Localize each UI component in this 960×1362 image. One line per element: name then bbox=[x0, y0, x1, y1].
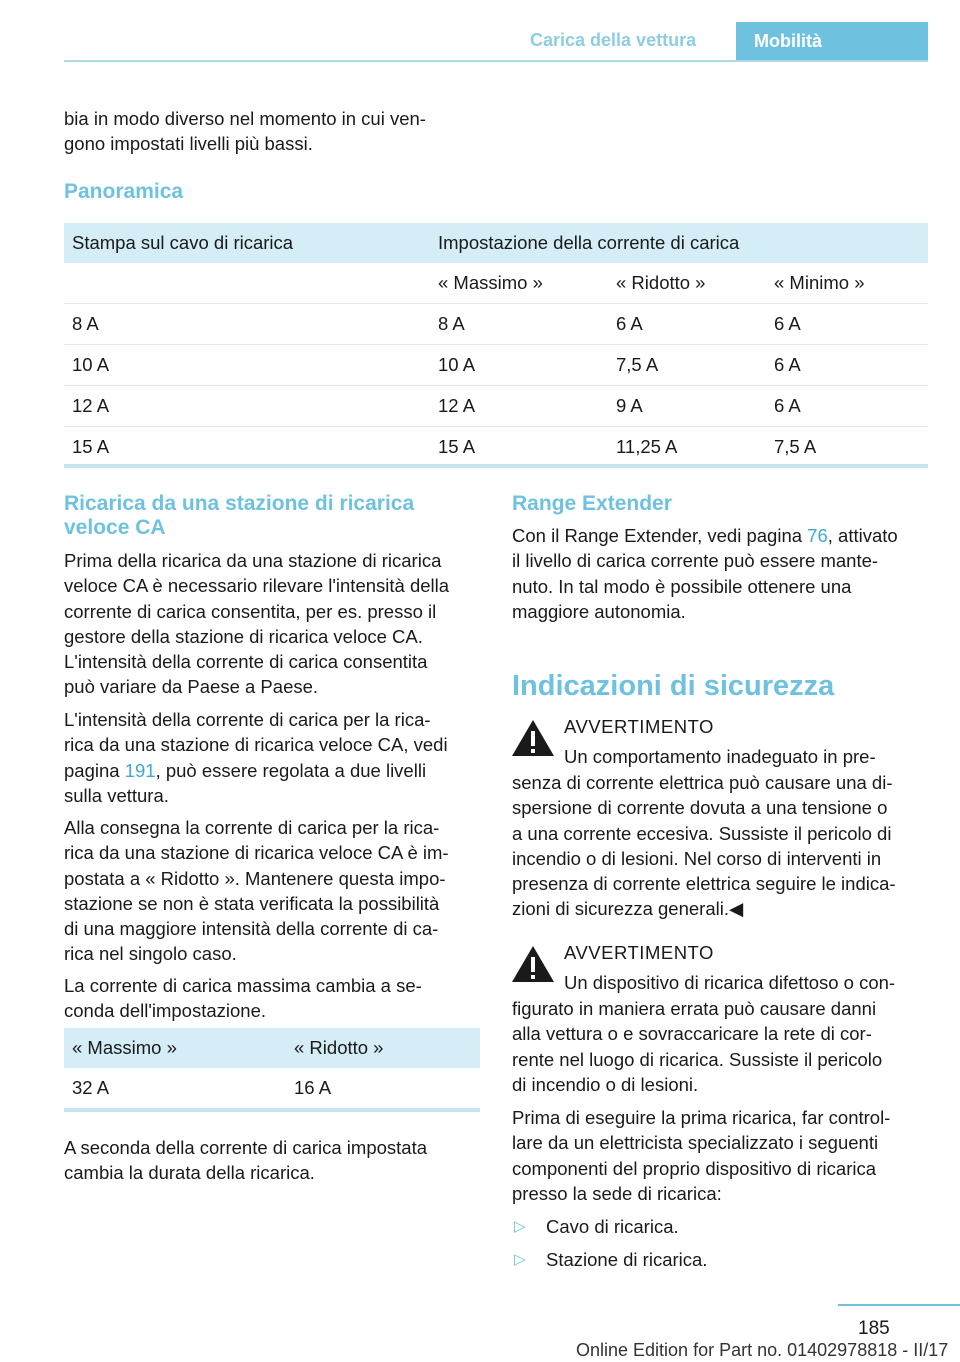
table-end-rule bbox=[64, 464, 928, 468]
header-ridotto: « Ridotto » bbox=[286, 1028, 480, 1068]
ricarica-paragraph-2: L'intensità della corrente di carica per la rica- rica da una stazione di ricarica veloce CA, vedi pagina 191, può essere regolata a due livelli sulla vettura. bbox=[64, 709, 448, 806]
table-cell: 7,5 A bbox=[608, 345, 766, 386]
table-cell: 16 A bbox=[294, 1077, 332, 1098]
warning-label: AVVERTIMENTO bbox=[564, 716, 714, 737]
subheader-minimo: « Minimo » bbox=[766, 263, 928, 304]
table-row bbox=[64, 345, 928, 386]
table-row bbox=[64, 427, 928, 468]
table-row bbox=[64, 386, 928, 427]
header-current-setting: Impostazione della corrente di carica bbox=[430, 223, 928, 263]
chapter-tab: Mobilità bbox=[736, 22, 928, 62]
overview-table bbox=[64, 223, 928, 467]
safety-heading: Indicazioni di sicurezza bbox=[512, 670, 835, 702]
range-extender-heading: Range Extender bbox=[512, 492, 672, 515]
table-cell: 7,5 A bbox=[774, 436, 817, 457]
table-cell: 6 A bbox=[766, 345, 928, 386]
table-header-row bbox=[64, 223, 928, 263]
table-row bbox=[64, 1068, 480, 1108]
ricarica-heading: Ricarica da una stazione di ricarica veloce CA bbox=[64, 492, 415, 539]
warning-2-first-line: Un dispositivo di ricarica difettoso o con- bbox=[564, 972, 896, 993]
table-cell: 6 A bbox=[766, 386, 928, 427]
table-cell: 6 A bbox=[608, 304, 766, 345]
table-cell: 6 A bbox=[766, 304, 928, 345]
warning-1-text: senza di corrente elettrica può causare una di- spersione di corrente dovuta a una tensione o a una corrente eccesiva. Sussiste il pericolo di incendio o di lesioni. Nel corso di interventi in presenza di corrente elettrica seguire le indica- zioni di sicurezza generali.◀ bbox=[512, 772, 896, 920]
warning-label: AVVERTIMENTO bbox=[564, 942, 714, 963]
bullet-arrow-icon: ▷ bbox=[514, 1218, 526, 1235]
warning-1-first-line: Un comportamento inadeguato in pre- bbox=[564, 746, 876, 767]
page-number: 185 bbox=[858, 1318, 890, 1339]
table-cell: 10 A bbox=[430, 345, 608, 386]
page-link-191[interactable]: 191 bbox=[124, 759, 156, 781]
table-cell: 12 A bbox=[64, 386, 430, 427]
table-cell: 15 A bbox=[72, 436, 110, 457]
table-cell: 10 A bbox=[64, 345, 430, 386]
warning-icon bbox=[510, 718, 556, 758]
page-link-76[interactable]: 76 bbox=[807, 525, 828, 546]
intro-text: bia in modo diverso nel momento in cui ven- gono impostati livelli più bassi. bbox=[64, 108, 426, 155]
header-cable-print: Stampa sul cavo di ricarica bbox=[64, 223, 430, 263]
table-cell: 8 A bbox=[430, 304, 608, 345]
table-row bbox=[64, 304, 928, 345]
table-cell: 8 A bbox=[64, 304, 430, 345]
edition-footer: Online Edition for Part no. 01402978818 - II/17 bbox=[576, 1340, 949, 1360]
table-cell: 11,25 A bbox=[616, 436, 678, 457]
ricarica-paragraph-1: Prima della ricarica da una stazione di ricarica veloce CA è necessario rilevare l'intensità della corrente di carica consentita, per es. presso il gestore della stazione di ricarica veloce CA. L'intensità della corrente di carica consentita può variare da Paese a Paese. bbox=[64, 550, 450, 698]
table-end-rule bbox=[64, 1108, 480, 1112]
ricarica-paragraph-3: Alla consegna la corrente di carica per la rica- rica da una stazione di ricarica veloce CA è im- postata a « Ridotto ». Mantenere questa impo- stazione se non è stata verificata la possibilità di una maggiore intensità della corrente di ca- rica nel singolo caso. bbox=[64, 817, 449, 965]
safety-paragraph: Prima di eseguire la prima ricarica, far control- lare da un elettricista specializzato i seguenti componenti del proprio dispositivo di ricarica presso la sede di ricarica: bbox=[512, 1107, 891, 1204]
list-item: Cavo di ricarica. bbox=[546, 1216, 679, 1237]
footer-rule bbox=[838, 1304, 960, 1306]
subheader-ridotto: « Ridotto » bbox=[608, 263, 766, 304]
header-rule bbox=[64, 60, 928, 62]
table-cell: 12 A bbox=[430, 386, 608, 427]
subheader-massimo: « Massimo » bbox=[430, 263, 608, 304]
header-massimo: « Massimo » bbox=[64, 1028, 286, 1068]
ricarica-paragraph-4: La corrente di carica massima cambia a se- conda dell'impostazione. bbox=[64, 975, 422, 1022]
bullet-arrow-icon: ▷ bbox=[514, 1251, 526, 1268]
warning-icon bbox=[510, 944, 556, 984]
range-extender-text: Con il Range Extender, vedi pagina 76, attivato il livello di carica corrente può essere mante- nuto. In tal modo è possibile ottenere una maggiore autonomia. bbox=[512, 525, 898, 622]
list-item: Stazione di ricarica. bbox=[546, 1249, 708, 1270]
ricarica-paragraph-5: A seconda della corrente di carica impostata cambia la durata della ricarica. bbox=[64, 1137, 428, 1184]
section-title: Carica della vettura bbox=[530, 30, 697, 50]
max-current-table bbox=[64, 1028, 480, 1108]
table-cell: 9 A bbox=[608, 386, 766, 427]
warning-2-text: figurato in maniera errata può causare danni alla vettura o e sovraccaricare la rete di cor- rente nel luogo di ricarica. Sussiste il pericolo di incendio o di lesioni. bbox=[512, 998, 883, 1095]
table-cell: 32 A bbox=[72, 1077, 110, 1098]
table-subheader-row bbox=[64, 263, 928, 304]
panoramica-heading: Panoramica bbox=[64, 180, 184, 203]
table-header-row bbox=[64, 1028, 480, 1068]
table-cell: 15 A bbox=[438, 436, 476, 457]
